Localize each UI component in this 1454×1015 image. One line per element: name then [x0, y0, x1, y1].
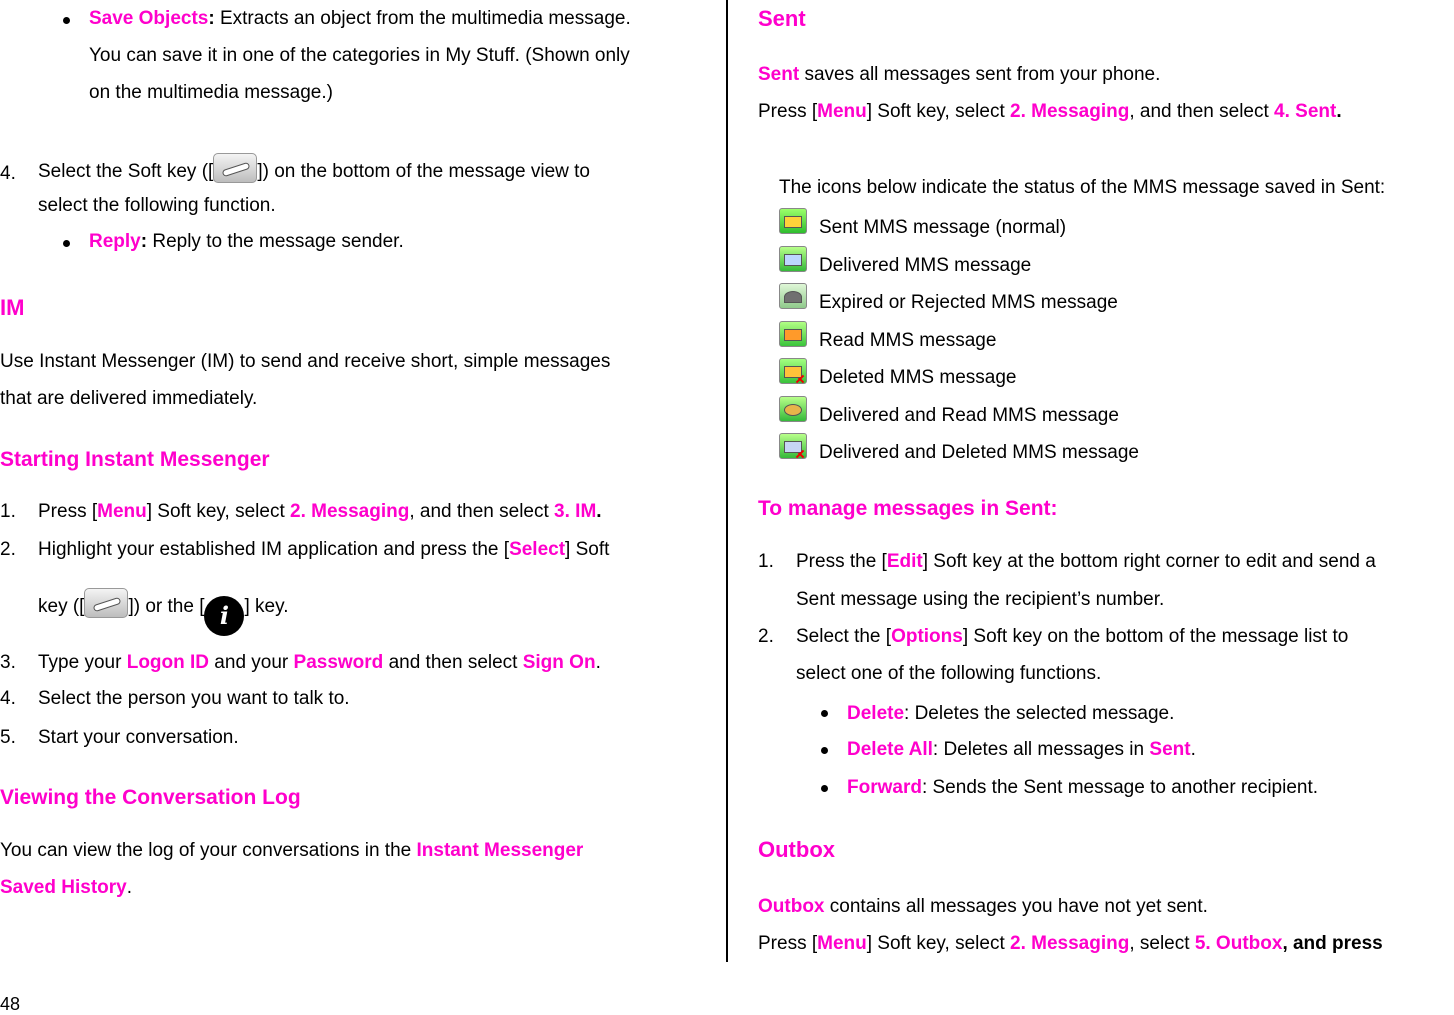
step-number: 2. — [0, 539, 16, 560]
viewing-paragraph-1: You can view the log of your conversations in the Instant Messenger — [0, 840, 584, 861]
delivered-icon — [779, 246, 807, 272]
im-paragraph-1: Use Instant Messenger (IM) to send and receive short, simple messages — [0, 351, 611, 372]
expired-rejected-icon — [779, 283, 807, 309]
starting-heading: Starting Instant Messenger — [0, 448, 270, 471]
step-number: 2. — [758, 626, 774, 647]
start-step-1: Press [Menu] Soft key, select 2. Messaging, and then select 3. IM. — [38, 501, 602, 522]
icon-label: Delivered MMS message — [819, 255, 1032, 276]
read-icon — [779, 321, 807, 347]
icon-label: Deleted MMS message — [819, 367, 1017, 388]
step-number: 5. — [0, 727, 16, 748]
manage-step-1-line-2: Sent message using the recipient’s number. — [796, 589, 1165, 610]
forward-option: Forward: Sends the Sent message to another recipient. — [847, 777, 1319, 798]
im-paragraph-2: that are delivered immediately. — [0, 388, 258, 409]
sent-normal-icon — [779, 208, 807, 234]
outbox-heading: Outbox — [758, 837, 835, 862]
sent-line-1: Sent saves all messages sent from your phone. — [758, 64, 1161, 85]
viewing-heading: Viewing the Conversation Log — [0, 786, 301, 809]
delete-all-option: Delete All: Deletes all messages in Sent. — [847, 739, 1196, 760]
reply-line: Reply: Reply to the message sender. — [89, 231, 404, 252]
step4-line: Select the Soft key ([ ]) on the bottom of the message view to — [38, 153, 590, 183]
start-step-3: Type your Logon ID and your Password and then select Sign On. — [38, 652, 601, 673]
step4-line-2: select the following function. — [38, 195, 276, 216]
save-objects-line: Save Objects: Extracts an object from the multimedia message. — [89, 8, 631, 29]
viewing-paragraph-2: Saved History. — [0, 877, 133, 898]
soft-key-icon — [84, 588, 128, 618]
step-number: 1. — [758, 551, 774, 572]
delivered-deleted-icon — [779, 433, 807, 459]
bullet — [63, 17, 70, 24]
save-objects-line-2: You can save it in one of the categories in My Stuff. (Shown only — [89, 45, 630, 66]
outbox-line-2: Press [Menu] Soft key, select 2. Messaging, select 5. Outbox, and press — [758, 933, 1383, 954]
sent-line-2: Press [Menu] Soft key, select 2. Messaging, and then select 4. Sent. — [758, 101, 1342, 122]
soft-key-icon — [213, 153, 257, 183]
start-step-2-line-2: key ([ ]) or the [ i ] key. — [38, 588, 288, 636]
column-divider — [726, 0, 728, 962]
icon-label: Expired or Rejected MMS message — [819, 292, 1118, 313]
bullet — [821, 710, 828, 717]
im-heading: IM — [0, 295, 25, 320]
delete-option: Delete: Deletes the selected message. — [847, 703, 1175, 724]
start-step-2: Highlight your established IM application and press the [Select] Soft — [38, 539, 610, 560]
deleted-icon — [779, 358, 807, 384]
outbox-line-1: Outbox contains all messages you have not yet sent. — [758, 896, 1208, 917]
icon-label: Delivered and Read MMS message — [819, 405, 1119, 426]
save-objects-line-3: on the multimedia message.) — [89, 82, 333, 103]
manage-step-1: Press the [Edit] Soft key at the bottom right corner to edit and send a — [796, 551, 1376, 572]
icon-label: Delivered and Deleted MMS message — [819, 442, 1139, 463]
manage-step-2: Select the [Options] Soft key on the bottom of the message list to — [796, 626, 1349, 647]
sent-heading: Sent — [758, 6, 806, 31]
bullet — [821, 785, 828, 792]
icon-label: Sent MMS message (normal) — [819, 217, 1067, 238]
step-number: 4. — [0, 163, 16, 184]
bullet — [63, 240, 70, 247]
step-number: 3. — [0, 652, 16, 673]
icons-intro: The icons below indicate the status of the MMS message saved in Sent: — [779, 177, 1386, 198]
manage-heading: To manage messages in Sent: — [758, 497, 1058, 520]
step-number: 4. — [0, 688, 16, 709]
info-key-icon: i — [204, 596, 244, 636]
start-step-5: Start your conversation. — [38, 727, 239, 748]
step-number: 1. — [0, 501, 16, 522]
delivered-read-icon — [779, 396, 807, 422]
start-step-4: Select the person you want to talk to. — [38, 688, 350, 709]
bullet — [821, 747, 828, 754]
manage-step-2-line-2: select one of the following functions. — [796, 663, 1102, 684]
page-number: 48 — [0, 994, 21, 1014]
icon-label: Read MMS message — [819, 330, 997, 351]
